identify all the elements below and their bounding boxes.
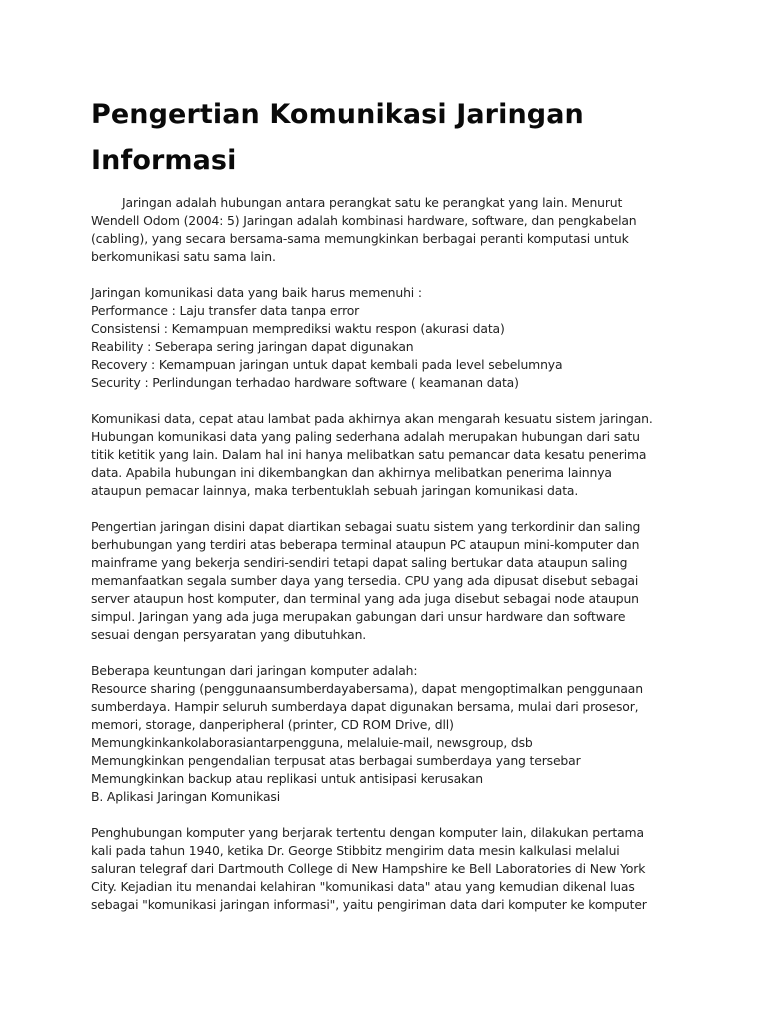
text-line: data. Apabila hubungan ini dikembangkan dan akhirnya melibatkan penerima lainnya (91, 465, 612, 480)
paragraph-data-communication (91, 410, 691, 500)
requirement-item: Consistensi : Kemampuan memprediksi waktu respon (akurasi data) (91, 321, 505, 336)
text-line: Jaringan adalah hubungan antara perangkat satu ke perangkat yang lain. Menurut (122, 195, 623, 210)
text-line: Jaringan komunikasi data yang baik harus memenuhi : (91, 285, 422, 300)
text-line: berkomunikasi satu sama lain. (91, 249, 276, 264)
title-line: Pengertian Komunikasi Jaringan (91, 99, 584, 130)
text-line: server ataupun host komputer, dan terminal yang ada juga disebut sebagai node ataupun (91, 591, 639, 606)
paragraph-gap (91, 392, 691, 410)
text-line: kali pada tahun 1940, ketika Dr. George Stibbitz mengirim data mesin kalkulasi melalui (91, 843, 620, 858)
advantage-item: Memungkinkan backup atau replikasi untuk antisipasi kerusakan (91, 771, 483, 786)
document-page (91, 92, 691, 914)
text-line: City. Kejadian itu menandai kelahiran "komunikasi data" atau yang kemudian dikenal luas (91, 879, 635, 894)
text-line: sebagai "komunikasi jaringan informasi", yaitu pengiriman data dari komputer ke komputer (91, 897, 647, 912)
paragraph-gap (91, 806, 691, 824)
text-line: Wendell Odom (2004: 5) Jaringan adalah kombinasi hardware, software, dan pengkabelan (91, 213, 637, 228)
title-line: Informasi (91, 145, 237, 176)
advantage-item: memori, storage, danperipheral (printer, CD ROM Drive, dll) (91, 717, 454, 732)
advantage-item: sumberdaya. Hampir seluruh sumberdaya dapat digunakan bersama, mulai dari prosesor, (91, 699, 639, 714)
requirement-item: Performance : Laju transfer data tanpa error (91, 303, 360, 318)
text-line: Beberapa keuntungan dari jaringan komputer adalah: (91, 663, 418, 678)
text-line: saluran telegraf dari Dartmouth College di New Hampshire ke Bell Laboratories di New York (91, 861, 646, 876)
text-line: ataupun pemacar lainnya, maka terbentuklah sebuah jaringan komunikasi data. (91, 483, 579, 498)
text-line: berhubungan yang terdiri atas beberapa terminal ataupun PC ataupun mini-komputer dan (91, 537, 640, 552)
requirement-item: Reability : Seberapa sering jaringan dapat digunakan (91, 339, 414, 354)
paragraph-requirements (91, 284, 691, 392)
advantage-item: Resource sharing (penggunaansumberdayabersama), dapat mengoptimalkan penggunaan (91, 681, 643, 696)
text-line: mainframe yang bekerja sendiri-sendiri tetapi dapat saling bertukar data ataupun saling (91, 555, 628, 570)
paragraph-definition (91, 194, 691, 266)
advantage-item: Memungkinkankolaborasiantarpengguna, melaluie-mail, newsgroup, dsb (91, 735, 533, 750)
text-line: Penghubungan komputer yang berjarak tertentu dengan komputer lain, dilakukan pertama (91, 825, 644, 840)
text-line: sesuai dengan persyaratan yang dibutuhkan. (91, 627, 367, 642)
document-title (91, 92, 691, 184)
text-line: Komunikasi data, cepat atau lambat pada akhirnya akan mengarah kesuatu sistem jaringan. (91, 411, 653, 426)
paragraph-gap (91, 500, 691, 518)
paragraph-history (91, 824, 691, 914)
text-line: Pengertian jaringan disini dapat diartikan sebagai suatu sistem yang terkordinir dan saling (91, 519, 641, 534)
advantage-item: Memungkinkan pengendalian terpusat atas berbagai sumberdaya yang tersebar (91, 753, 581, 768)
text-line: (cabling), yang secara bersama-sama memungkinkan berbagai peranti komputasi untuk (91, 231, 629, 246)
paragraph-gap (91, 644, 691, 662)
text-line: titik ketitik yang lain. Dalam hal ini hanya melibatkan satu pemancar data kesatu penerima (91, 447, 647, 462)
text-line: memanfaatkan segala sumber daya yang tersedia. CPU yang ada dipusat disebut sebagai (91, 573, 639, 588)
requirement-item: Security : Perlindungan terhadao hardware software ( keamanan data) (91, 375, 519, 390)
requirement-item: Recovery : Kemampuan jaringan untuk dapat kembali pada level sebelumnya (91, 357, 563, 372)
paragraph-gap (91, 266, 691, 284)
paragraph-advantages (91, 662, 691, 806)
text-line: Hubungan komunikasi data yang paling sederhana adalah merupakan hubungan dari satu (91, 429, 640, 444)
section-heading: B. Aplikasi Jaringan Komunikasi (91, 789, 280, 804)
paragraph-network-definition (91, 518, 691, 644)
text-line: simpul. Jaringan yang ada juga merupakan gabungan dari unsur hardware dan software (91, 609, 626, 624)
